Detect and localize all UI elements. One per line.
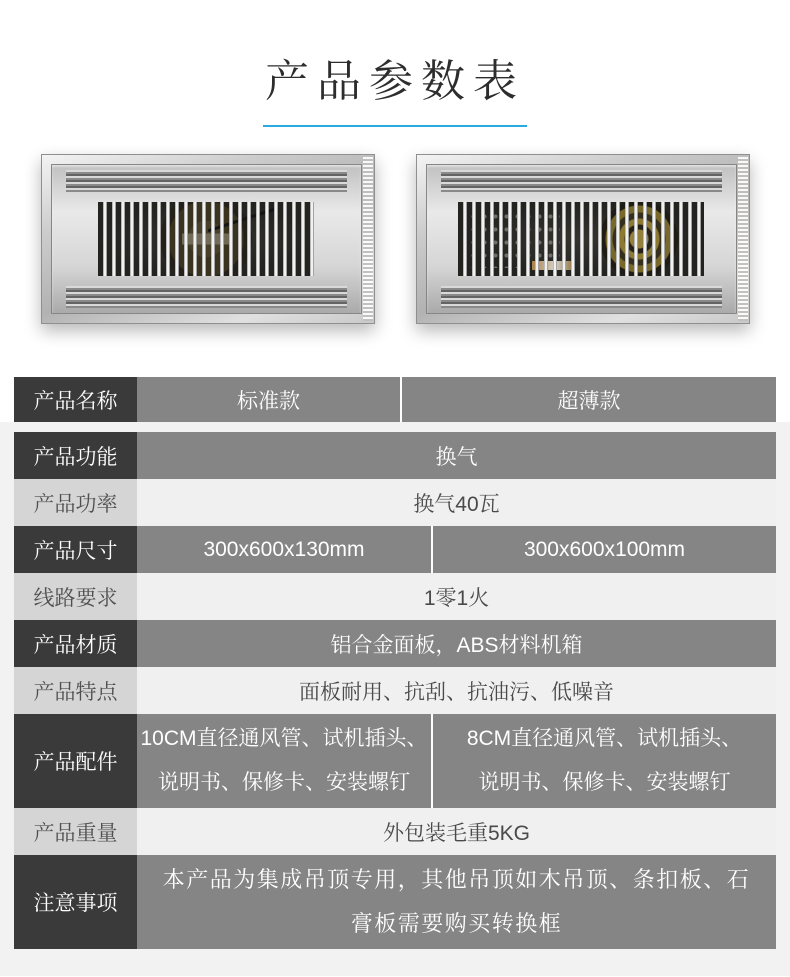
row-value: 本产品为集成吊顶专用，其他吊顶如木吊顶、条扣板、石膏板需要购买转换框 — [137, 855, 776, 949]
vent-ridge-bottom — [66, 286, 347, 308]
grille-slats — [458, 202, 704, 276]
unit-face — [426, 164, 737, 314]
unit-face — [51, 164, 362, 314]
top-section — [0, 0, 790, 422]
table-row-weight — [14, 808, 776, 855]
row-label: 产品配件 — [14, 714, 137, 808]
fan-grille — [98, 202, 314, 276]
row-label: 产品特点 — [14, 667, 137, 714]
unit-panel — [426, 192, 737, 286]
unit-panel — [51, 192, 362, 286]
table-row-features — [14, 667, 776, 714]
row-value: 1零1火 — [137, 573, 776, 620]
row-value: 换气 — [137, 432, 776, 479]
table-row-name — [14, 377, 776, 422]
row-value: 铝合金面板，ABS材料机箱 — [137, 620, 776, 667]
row-label: 产品材质 — [14, 620, 137, 667]
product-images-row — [0, 154, 790, 324]
row-label: 线路要求 — [14, 573, 137, 620]
row-value: 标准款 — [137, 377, 402, 422]
table-row-size — [14, 526, 776, 573]
vent-ridge-top — [66, 170, 347, 192]
row-label: 产品尺寸 — [14, 526, 137, 573]
row-value: 300x600x100mm — [433, 526, 776, 573]
table-row-notes — [14, 855, 776, 949]
row-label: 产品功率 — [14, 479, 137, 526]
row-value: 外包装毛重5KG — [137, 808, 776, 855]
table-row-material — [14, 620, 776, 667]
table-row-power — [14, 479, 776, 526]
grille-slats — [98, 202, 314, 276]
table-row-accessories — [14, 714, 776, 808]
product-photo-slim — [416, 154, 750, 324]
table-row-wiring — [14, 573, 776, 620]
spec-table-section — [0, 422, 790, 976]
row-value: 换气40瓦 — [137, 479, 776, 526]
fan-grille — [458, 202, 704, 276]
row-value: 8CM直径通风管、试机插头、说明书、保修卡、安装螺钉 — [433, 714, 776, 808]
row-value: 超薄款 — [402, 377, 776, 422]
row-label: 注意事项 — [14, 855, 137, 949]
row-value: 300x600x130mm — [137, 526, 433, 573]
title-underline — [263, 125, 527, 127]
product-photo-standard — [41, 154, 375, 324]
vent-ridge-top — [441, 170, 722, 192]
row-label: 产品功能 — [14, 432, 137, 479]
row-label: 产品名称 — [14, 377, 137, 422]
page-title: 产品参数表 — [265, 57, 525, 106]
table-row-function — [14, 432, 776, 479]
row-value: 10CM直径通风管、试机插头、说明书、保修卡、安装螺钉 — [137, 714, 433, 808]
vent-ridge-bottom — [441, 286, 722, 308]
row-label: 产品重量 — [14, 808, 137, 855]
row-value: 面板耐用、抗刮、抗油污、低噪音 — [137, 667, 776, 714]
